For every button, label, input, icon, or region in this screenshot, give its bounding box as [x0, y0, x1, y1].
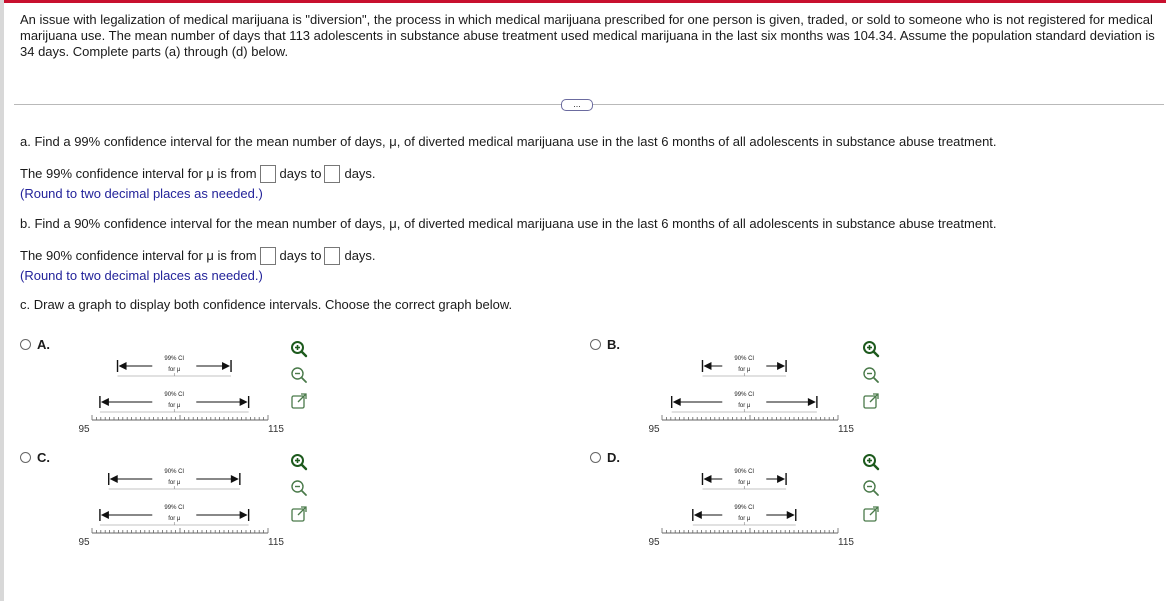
- part-c-question: c. Draw a graph to display both confidence intervals. Choose the correct graph below.: [20, 297, 513, 312]
- part-a-question: a. Find a 99% confidence interval for the mean number of days, μ, of diverted medical marijuana use in the last 6 months of all adolescents in substance abuse treatment.: [20, 134, 997, 149]
- part-b-answer-line: [20, 246, 376, 266]
- ci-right-arrowhead: [222, 362, 230, 370]
- show-more-button[interactable]: ...: [561, 99, 593, 111]
- ci-right-arrowhead: [777, 475, 785, 483]
- ci-right-arrowhead: [808, 398, 816, 406]
- ci-sublabel: for μ: [738, 516, 751, 522]
- part-a-upper-bound-input[interactable]: [324, 165, 340, 183]
- open-in-new-window-icon[interactable]: [290, 392, 308, 410]
- ci-sublabel: for μ: [168, 367, 181, 373]
- axis-min-label: 95: [648, 537, 660, 548]
- axis-max-label: 115: [268, 424, 284, 435]
- option-d-graph: [640, 459, 860, 551]
- option-c-letter: C.: [37, 450, 50, 465]
- zoom-out-icon[interactable]: [862, 479, 880, 497]
- ci-right-arrowhead: [240, 511, 248, 519]
- option-b[interactable]: [590, 337, 620, 352]
- part-b-lower-bound-input[interactable]: [260, 247, 276, 265]
- open-in-new-window-icon[interactable]: [862, 392, 880, 410]
- axis-min-label: 95: [78, 537, 90, 548]
- option-a-graph: [70, 346, 290, 438]
- zoom-in-icon[interactable]: [862, 340, 880, 358]
- ci-sublabel: for μ: [168, 403, 181, 409]
- open-in-new-window-icon[interactable]: [862, 505, 880, 523]
- ci-left-arrowhead: [673, 398, 681, 406]
- ci-left-arrowhead: [119, 362, 127, 370]
- ci-left-arrowhead: [101, 511, 109, 519]
- option-c-radio[interactable]: [20, 452, 31, 463]
- part-a-lower-bound-input[interactable]: [260, 165, 276, 183]
- ci-interval-upper: [109, 469, 240, 489]
- ci-sublabel: for μ: [738, 480, 751, 486]
- ci-right-arrowhead: [231, 475, 239, 483]
- ci-sublabel: for μ: [738, 367, 751, 373]
- axis-max-label: 115: [268, 537, 284, 548]
- ci-label: 90% CI: [164, 469, 185, 475]
- zoom-out-icon[interactable]: [862, 366, 880, 384]
- option-d[interactable]: [590, 450, 620, 465]
- part-a-rounding-note: (Round to two decimal places as needed.): [20, 186, 263, 201]
- ci-sublabel: for μ: [168, 516, 181, 522]
- part-a-answer-line: [20, 164, 376, 184]
- option-b-letter: B.: [607, 337, 620, 352]
- option-d-letter: D.: [607, 450, 620, 465]
- axis-min-label: 95: [78, 424, 90, 435]
- option-d-graph-tools: [862, 453, 882, 531]
- ci-left-arrowhead: [101, 398, 109, 406]
- ci-label: 99% CI: [164, 356, 185, 362]
- zoom-out-icon[interactable]: [290, 479, 308, 497]
- option-c[interactable]: [20, 450, 50, 465]
- top-accent-bar: [0, 0, 1166, 3]
- ci-label: 90% CI: [164, 392, 185, 398]
- zoom-in-icon[interactable]: [862, 453, 880, 471]
- option-b-graph-tools: [862, 340, 882, 418]
- ci-left-arrowhead: [703, 475, 711, 483]
- option-c-graph-tools: [290, 453, 310, 531]
- ci-interval-lower: [693, 505, 796, 525]
- zoom-out-icon[interactable]: [290, 366, 308, 384]
- part-b-rounding-note: (Round to two decimal places as needed.): [20, 268, 263, 283]
- axis-max-label: 115: [838, 537, 854, 548]
- option-a-radio[interactable]: [20, 339, 31, 350]
- option-a-graph-tools: [290, 340, 310, 418]
- ci-interval-lower: [100, 392, 249, 412]
- ci-label: 99% CI: [164, 505, 185, 511]
- ci-right-arrowhead: [787, 511, 795, 519]
- part-a-prefix: The 99% confidence interval for μ is from: [20, 166, 257, 181]
- ci-sublabel: for μ: [168, 480, 181, 486]
- part-b-upper-bound-input[interactable]: [324, 247, 340, 265]
- part-b-middle: days to: [279, 248, 322, 263]
- ci-label: 90% CI: [734, 356, 755, 362]
- ci-interval-lower: [672, 392, 817, 412]
- ci-label: 90% CI: [734, 469, 755, 475]
- ci-interval-lower: [100, 505, 249, 525]
- option-a[interactable]: [20, 337, 50, 352]
- left-border: [0, 0, 4, 601]
- zoom-in-icon[interactable]: [290, 340, 308, 358]
- ci-label: 99% CI: [734, 505, 755, 511]
- problem-statement: An issue with legalization of medical marijuana is "diversion", the process in which medical marijuana prescribed for one person is given, traded, or sold to someone who is not registered for medical marijuana use. The mean number of days that 113 adolescents in substance abuse treatment used medical marijuana in the last six months was 104.34. Assume the population standard deviation is 34 days. Complete parts (a) through (d) below.: [20, 12, 1155, 59]
- part-a-suffix: days.: [344, 166, 376, 181]
- part-b-question: b. Find a 90% confidence interval for the mean number of days, μ, of diverted medical marijuana use in the last 6 months of all adolescents in substance abuse treatment.: [20, 216, 997, 231]
- option-c-graph: [70, 459, 290, 551]
- ci-interval-upper: [702, 469, 786, 489]
- ci-interval-upper: [702, 356, 786, 376]
- ci-label: 99% CI: [734, 392, 755, 398]
- part-a-middle: days to: [279, 166, 322, 181]
- ci-left-arrowhead: [694, 511, 702, 519]
- part-b-prefix: The 90% confidence interval for μ is from: [20, 248, 257, 263]
- option-b-radio[interactable]: [590, 339, 601, 350]
- ci-right-arrowhead: [777, 362, 785, 370]
- open-in-new-window-icon[interactable]: [290, 505, 308, 523]
- ci-interval-upper: [118, 356, 232, 376]
- part-b-suffix: days.: [344, 248, 376, 263]
- option-a-letter: A.: [37, 337, 50, 352]
- ci-sublabel: for μ: [738, 403, 751, 409]
- option-b-graph: [640, 346, 860, 438]
- ci-left-arrowhead: [110, 475, 118, 483]
- option-d-radio[interactable]: [590, 452, 601, 463]
- axis-max-label: 115: [838, 424, 854, 435]
- zoom-in-icon[interactable]: [290, 453, 308, 471]
- ci-right-arrowhead: [240, 398, 248, 406]
- ci-left-arrowhead: [703, 362, 711, 370]
- axis-min-label: 95: [648, 424, 660, 435]
